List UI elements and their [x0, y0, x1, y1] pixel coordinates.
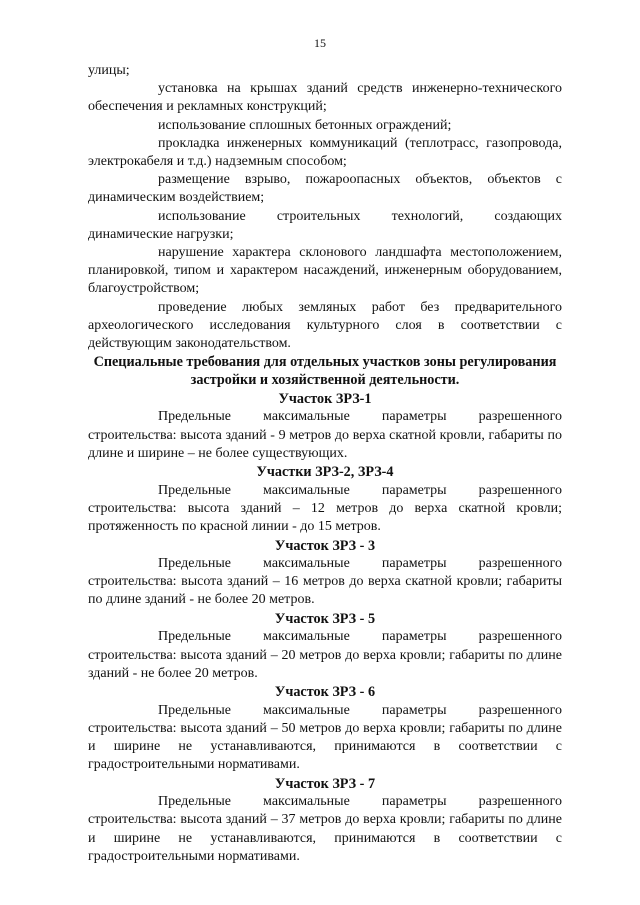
page-number: 15 [314, 36, 326, 50]
zone-title-zrz-5: Участок ЗРЗ - 5 [274, 611, 376, 628]
restriction-item: проведение любых земляных работ без предварительного археологического исследования культурного слоя в соответствии с действующим законодательством. [88, 299, 562, 352]
restriction-item: использование сплошных бетонных ограждений; [158, 117, 452, 133]
zone-text-zrz-2-4: Предельные максимальные параметры разрешенного строительства: высота зданий – 12 метров до верха скатной кровли; протяженность по красной линии - до 15 метров. [88, 482, 562, 535]
restriction-item: прокладка инженерных коммуникаций (теплотрасс, газопровода, электрокабеля и т.д.) надземным способом; [88, 135, 562, 170]
restriction-item: нарушение характера склонового ландшафта местоположением, планировкой, типом и характером насаждений, инженерным оборудованием, благоустройством; [88, 245, 562, 297]
list-continuation: улицы; [88, 63, 130, 78]
document-body [88, 62, 562, 866]
zone-text-zrz-7: Предельные максимальные параметры разрешенного строительства: высота зданий – 37 метров до верха кровли; габариты по длине и ширине не устанавливаются, принимаются в соответствии с градостроительными нормативами. [88, 794, 562, 864]
zone-title-zrz-7: Участок ЗРЗ - 7 [274, 775, 376, 792]
zone-title-zrz-3: Участок ЗРЗ - 3 [274, 537, 376, 554]
zone-text-zrz-6: Предельные максимальные параметры разрешенного строительства: высота зданий – 50 метров до верха кровли; габариты по длине и ширине не устанавливаются, принимаются в соответствии с градостроительными нормативами. [88, 702, 562, 773]
restriction-item: размещение взрыво, пожароопасных объектов, объектов с динамическим воздействием; [88, 172, 562, 206]
section-heading: Специальные требования для отдельных участков зоны регулирования застройки и хозяйственной деятельности. [93, 354, 557, 389]
zone-title-zrz-1: Участок ЗРЗ-1 [278, 391, 372, 408]
restriction-item: использование строительных технологий, создающих динамические нагрузки; [88, 208, 562, 242]
zone-text-zrz-3: Предельные максимальные параметры разрешенного строительства: высота зданий – 16 метров до верха скатной кровли; габариты по длине зданий - не более 20 метров. [88, 555, 562, 608]
zone-text-zrz-1: Предельные максимальные параметры разрешенного строительства: высота зданий - 9 метров до верха скатной кровли, габариты по длине и ширине – не более существующих. [88, 409, 562, 461]
zone-title-zrz-6: Участок ЗРЗ - 6 [274, 684, 376, 701]
restriction-item: установка на крышах зданий средств инженерно-технического обеспечения и рекламных конструкций; [88, 81, 562, 115]
zone-text-zrz-5: Предельные максимальные параметры разрешенного строительства: высота зданий – 20 метров до верха кровли; габариты по длине зданий - не более 20 метров. [88, 629, 562, 681]
zone-title-zrz-2-4: Участки ЗРЗ-2, ЗРЗ-4 [256, 464, 394, 481]
